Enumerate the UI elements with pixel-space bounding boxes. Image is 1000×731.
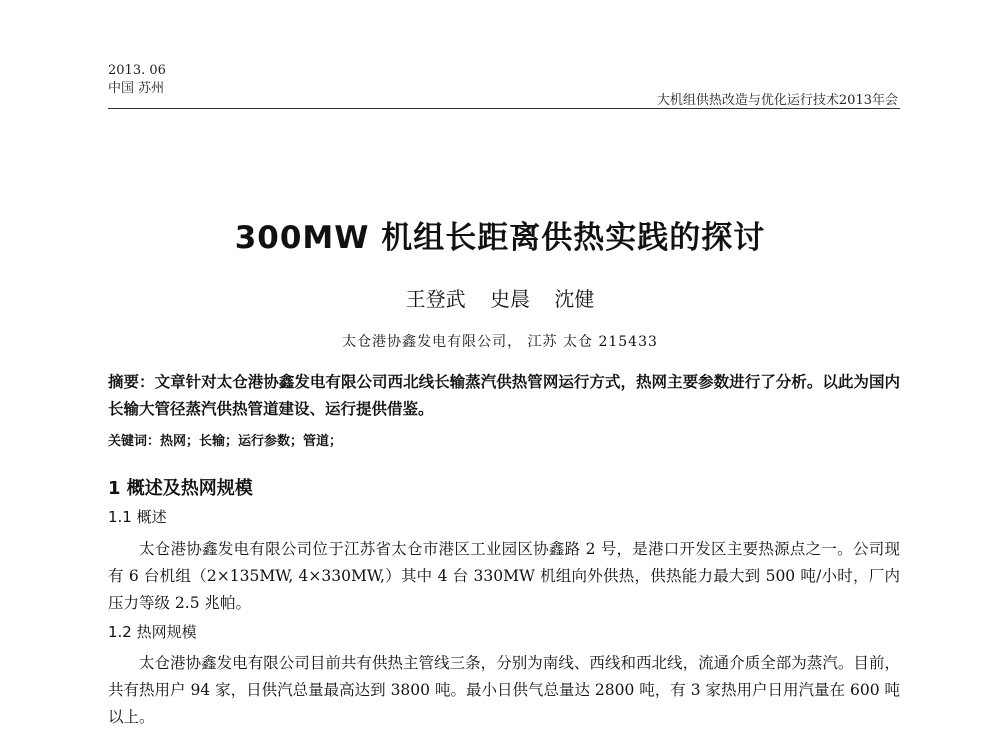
author-2: 史晨: [490, 287, 530, 311]
paper-title: 300MW 机组长距离供热实践的探讨: [234, 220, 766, 256]
header-date: 2013. 06: [108, 63, 166, 78]
paragraph-network-scale: 太仓港协鑫发电有限公司目前共有供热主管线三条，分别为南线、西线和西北线，流通介质全部为蒸汽。目前，共有热用户 94 家，日供汽总量最高达到 3800 吨。最小日供气总量达 2800 吨，有 3 家热用户日用汽量在 600 吨以上。: [108, 654, 900, 726]
header-location: 中国 苏州: [108, 81, 165, 96]
abstract: [108, 368, 900, 422]
author-3: 沈健: [554, 287, 595, 311]
affiliation: 太仓港协鑫发电有限公司， 江苏 太仓 215433: [342, 334, 658, 350]
subsection-heading-1-2: 1.2 热网规模: [108, 623, 197, 641]
keywords: [108, 430, 342, 449]
header-rule: [108, 108, 900, 109]
keywords-label: 关键词：: [108, 434, 161, 449]
header-left: [108, 62, 166, 98]
paragraph-overview: 太仓港协鑫发电有限公司位于江苏省太仓市港区工业园区协鑫路 2 号，是港口开发区主要热源点之一。公司现有 6 台机组（2×135MW, 4×330MW,）其中 4 台 330MW 机组向外供热，供热能力最大到 500 吨/小时，厂内压力等级 2.5 兆帕。: [108, 540, 900, 612]
keywords-text: 热网；长输；运行参数；管道；: [160, 434, 343, 449]
header-conference: 大机组供热改造与优化运行技术2013年会: [656, 93, 898, 108]
abstract-text: 文章针对太仓港协鑫发电有限公司西北线长输蒸汽供热管网运行方式，热网主要参数进行了分析。以此为国内长输大管径蒸汽供热管道建设、运行提供借鉴。: [108, 372, 900, 418]
abstract-label: 摘要：: [108, 372, 155, 391]
section-heading-1: 1 概述及热网规模: [108, 478, 253, 499]
author-list: [0, 283, 1000, 312]
author-1: 王登武: [405, 287, 466, 311]
subsection-heading-1-1: 1.1 概述: [108, 508, 167, 526]
